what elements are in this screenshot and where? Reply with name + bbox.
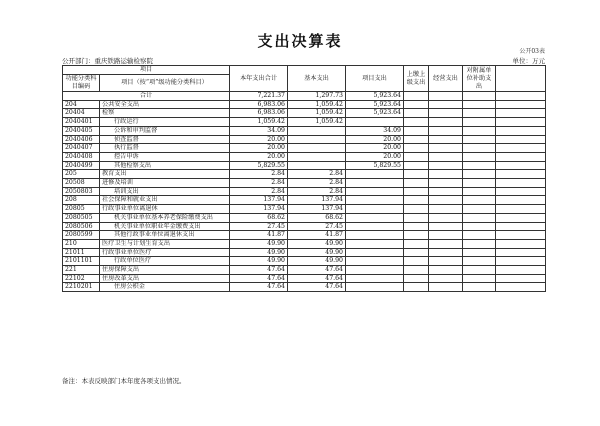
row-project	[346, 118, 404, 127]
row-code: 20805	[63, 205, 100, 214]
row-empty-cell	[463, 135, 496, 144]
row-empty-cell	[404, 187, 429, 196]
row-name: 侦查监督	[100, 135, 230, 144]
row-total: 41.87	[230, 231, 288, 240]
row-project	[346, 179, 404, 188]
row-empty-cell	[496, 283, 546, 292]
row-empty-cell	[496, 187, 546, 196]
row-code: 208	[63, 196, 100, 205]
row-name: 教育支出	[100, 170, 230, 179]
row-code: 2101101	[63, 257, 100, 266]
row-empty-cell	[496, 170, 546, 179]
row-empty-cell	[404, 239, 429, 248]
row-empty-cell	[429, 126, 463, 135]
header-name: 项目（按“项”级功能分类科目）	[100, 75, 230, 92]
header-blank	[496, 66, 546, 92]
row-name: 医疗卫生与计划生育支出	[100, 239, 230, 248]
row-empty-cell	[429, 152, 463, 161]
row-basic: 49.90	[288, 248, 346, 257]
row-name: 机关事业单位基本养老保险缴费支出	[100, 213, 230, 222]
table-row	[63, 152, 546, 161]
total-basic: 1,297.73	[288, 92, 346, 101]
row-name: 培训支出	[100, 187, 230, 196]
header-subsidy: 对附属单位补助支出	[463, 66, 496, 92]
row-empty-cell	[463, 257, 496, 266]
row-empty-cell	[496, 213, 546, 222]
document-title: 支出决算表	[257, 32, 343, 50]
row-code: 21011	[63, 248, 100, 257]
table-row	[63, 213, 546, 222]
table-row	[63, 170, 546, 179]
row-empty-cell	[429, 257, 463, 266]
header-code: 功能分类科目编码	[63, 75, 100, 92]
form-code: 公开03表	[519, 48, 545, 55]
row-empty-cell	[463, 179, 496, 188]
row-total: 1,059.42	[230, 118, 288, 127]
header-total: 本年支出合计	[230, 66, 288, 92]
table-row	[63, 144, 546, 153]
row-total: 68.62	[230, 213, 288, 222]
table-row	[63, 161, 546, 170]
row-empty-cell	[496, 222, 546, 231]
row-empty-cell	[496, 126, 546, 135]
row-basic	[288, 161, 346, 170]
row-empty-cell	[463, 196, 496, 205]
row-empty-cell	[404, 283, 429, 292]
row-empty-cell	[496, 196, 546, 205]
row-total: 47.64	[230, 283, 288, 292]
row-empty-cell	[463, 144, 496, 153]
row-project: 20.00	[346, 152, 404, 161]
row-basic: 2.84	[288, 187, 346, 196]
row-basic: 47.64	[288, 274, 346, 283]
row-empty-cell	[496, 205, 546, 214]
row-total: 20.00	[230, 152, 288, 161]
row-total: 49.90	[230, 239, 288, 248]
row-empty-cell	[429, 170, 463, 179]
header-operating: 经营支出	[429, 66, 463, 92]
row-basic: 49.90	[288, 239, 346, 248]
row-basic: 68.62	[288, 213, 346, 222]
row-total: 47.64	[230, 274, 288, 283]
row-name: 住房保障支出	[100, 266, 230, 275]
row-empty-cell	[404, 274, 429, 283]
header-upper: 上缴上级支出	[404, 66, 429, 92]
row-empty-cell	[404, 126, 429, 135]
row-empty-cell	[429, 109, 463, 118]
table-row	[63, 205, 546, 214]
row-project	[346, 257, 404, 266]
row-empty-cell	[463, 161, 496, 170]
row-code: 210	[63, 239, 100, 248]
row-empty-cell	[463, 239, 496, 248]
table-row	[63, 100, 546, 109]
row-total: 27.45	[230, 222, 288, 231]
row-empty-cell	[496, 266, 546, 275]
row-basic: 1,059.42	[288, 100, 346, 109]
row-empty-cell	[463, 248, 496, 257]
row-project	[346, 239, 404, 248]
row-basic: 137.94	[288, 196, 346, 205]
row-total: 137.94	[230, 196, 288, 205]
row-empty-cell	[463, 205, 496, 214]
total-project: 5,923.64	[346, 92, 404, 101]
row-empty-cell	[429, 248, 463, 257]
row-basic	[288, 152, 346, 161]
row-project: 20.00	[346, 144, 404, 153]
row-project	[346, 205, 404, 214]
row-name: 公共安全支出	[100, 100, 230, 109]
row-total: 20.00	[230, 144, 288, 153]
row-empty-cell	[404, 248, 429, 257]
row-name: 行政事业单位医疗	[100, 248, 230, 257]
row-name: 行政事业单位离退休	[100, 205, 230, 214]
row-basic: 2.84	[288, 179, 346, 188]
row-total: 6,983.06	[230, 100, 288, 109]
row-empty-cell	[429, 222, 463, 231]
header-project-exp: 项目支出	[346, 66, 404, 92]
row-empty-cell	[429, 187, 463, 196]
row-empty-cell	[463, 100, 496, 109]
row-basic: 47.64	[288, 266, 346, 275]
table-row	[63, 222, 546, 231]
row-code: 204	[63, 100, 100, 109]
row-name: 控告申诉	[100, 152, 230, 161]
row-empty-cell	[496, 152, 546, 161]
row-empty-cell	[429, 118, 463, 127]
row-total: 34.09	[230, 126, 288, 135]
row-name: 执行监督	[100, 144, 230, 153]
row-total: 20.00	[230, 135, 288, 144]
row-empty-cell	[463, 118, 496, 127]
table-row	[63, 126, 546, 135]
expenditure-table	[62, 65, 546, 292]
row-empty-cell	[404, 118, 429, 127]
row-name: 社会保障和就业支出	[100, 196, 230, 205]
row-project	[346, 283, 404, 292]
row-project	[346, 222, 404, 231]
row-code: 20404	[63, 109, 100, 118]
row-code: 2080506	[63, 222, 100, 231]
row-total: 2.84	[230, 170, 288, 179]
row-empty-cell	[404, 179, 429, 188]
row-empty-cell	[496, 239, 546, 248]
row-name: 检察	[100, 109, 230, 118]
table-row	[63, 231, 546, 240]
row-empty-cell	[463, 187, 496, 196]
table-row	[63, 187, 546, 196]
row-empty-cell	[463, 266, 496, 275]
table-row	[63, 196, 546, 205]
row-code: 221	[63, 266, 100, 275]
row-empty-cell	[429, 266, 463, 275]
row-empty-cell	[429, 161, 463, 170]
row-basic: 2.84	[288, 170, 346, 179]
table-row	[63, 257, 546, 266]
table-row	[63, 109, 546, 118]
row-empty-cell	[496, 248, 546, 257]
row-project	[346, 274, 404, 283]
row-basic: 27.45	[288, 222, 346, 231]
row-code: 2080505	[63, 213, 100, 222]
row-empty-cell	[429, 135, 463, 144]
row-empty-cell	[429, 144, 463, 153]
row-empty-cell	[404, 266, 429, 275]
row-empty-cell	[429, 274, 463, 283]
table-row	[63, 283, 546, 292]
row-code: 2040405	[63, 126, 100, 135]
row-basic: 137.94	[288, 205, 346, 214]
row-empty-cell	[496, 135, 546, 144]
row-project	[346, 231, 404, 240]
row-name: 公诉和审判监督	[100, 126, 230, 135]
header-project: 项目	[63, 66, 230, 75]
row-empty-cell	[404, 170, 429, 179]
row-total: 137.94	[230, 205, 288, 214]
row-project: 5,923.64	[346, 109, 404, 118]
row-empty-cell	[404, 109, 429, 118]
row-name: 机关事业单位职业年金缴费支出	[100, 222, 230, 231]
department-label: 公开部门：重庆铁路运输检察院	[62, 57, 153, 65]
row-empty-cell	[404, 196, 429, 205]
total-amount: 7,221.37	[230, 92, 288, 101]
row-project: 20.00	[346, 135, 404, 144]
row-empty-cell	[429, 213, 463, 222]
row-empty-cell	[496, 118, 546, 127]
row-empty-cell	[404, 100, 429, 109]
table-row	[63, 135, 546, 144]
table-row	[63, 118, 546, 127]
row-empty-cell	[463, 109, 496, 118]
row-empty-cell	[429, 239, 463, 248]
row-empty-cell	[496, 109, 546, 118]
table-row	[63, 248, 546, 257]
row-name: 住房公积金	[100, 283, 230, 292]
row-empty-cell	[429, 231, 463, 240]
row-code: 2040407	[63, 144, 100, 153]
row-code: 2040499	[63, 161, 100, 170]
row-total: 2.84	[230, 179, 288, 188]
table-row	[63, 266, 546, 275]
row-name: 行政单位医疗	[100, 257, 230, 266]
row-code: 2040408	[63, 152, 100, 161]
row-project: 34.09	[346, 126, 404, 135]
row-empty-cell	[496, 231, 546, 240]
row-empty-cell	[463, 222, 496, 231]
row-total: 5,829.55	[230, 161, 288, 170]
row-name: 进修及培训	[100, 179, 230, 188]
row-total: 2.84	[230, 187, 288, 196]
row-total: 49.90	[230, 257, 288, 266]
row-project	[346, 248, 404, 257]
table-note: 备注：本表反映部门本年度各项支出情况。	[62, 377, 186, 385]
row-empty-cell	[404, 257, 429, 266]
row-basic	[288, 144, 346, 153]
table-row	[63, 274, 546, 283]
row-empty-cell	[463, 152, 496, 161]
row-empty-cell	[404, 231, 429, 240]
row-empty-cell	[463, 213, 496, 222]
row-basic	[288, 135, 346, 144]
row-empty-cell	[404, 213, 429, 222]
row-empty-cell	[429, 100, 463, 109]
row-code: 20508	[63, 179, 100, 188]
row-project: 5,923.64	[346, 100, 404, 109]
row-empty-cell	[404, 144, 429, 153]
row-empty-cell	[496, 161, 546, 170]
row-empty-cell	[496, 179, 546, 188]
row-empty-cell	[404, 161, 429, 170]
row-empty-cell	[429, 205, 463, 214]
row-basic: 41.87	[288, 231, 346, 240]
table-row	[63, 239, 546, 248]
row-total: 49.90	[230, 248, 288, 257]
row-code: 2050803	[63, 187, 100, 196]
row-code: 22102	[63, 274, 100, 283]
row-total: 47.64	[230, 266, 288, 275]
row-empty-cell	[496, 144, 546, 153]
row-project: 5,829.55	[346, 161, 404, 170]
row-empty-cell	[429, 283, 463, 292]
row-code: 2210201	[63, 283, 100, 292]
row-basic: 1,059.42	[288, 109, 346, 118]
row-code: 2080599	[63, 231, 100, 240]
row-project	[346, 187, 404, 196]
row-code: 2040401	[63, 118, 100, 127]
total-row	[63, 92, 546, 101]
row-name: 行政运行	[100, 118, 230, 127]
row-empty-cell	[429, 179, 463, 188]
row-total: 6,983.06	[230, 109, 288, 118]
row-project	[346, 266, 404, 275]
row-empty-cell	[404, 135, 429, 144]
row-basic	[288, 126, 346, 135]
row-code: 205	[63, 170, 100, 179]
row-empty-cell	[463, 231, 496, 240]
row-basic: 49.90	[288, 257, 346, 266]
total-label: 合计	[63, 92, 230, 101]
row-project	[346, 170, 404, 179]
row-name: 住房改革支出	[100, 274, 230, 283]
row-empty-cell	[496, 257, 546, 266]
row-empty-cell	[463, 170, 496, 179]
row-empty-cell	[463, 126, 496, 135]
row-empty-cell	[404, 152, 429, 161]
row-project	[346, 213, 404, 222]
row-empty-cell	[496, 100, 546, 109]
row-project	[346, 196, 404, 205]
unit-label: 单位：万元	[512, 57, 545, 65]
row-name: 其他检察支出	[100, 161, 230, 170]
table-row	[63, 179, 546, 188]
row-empty-cell	[404, 205, 429, 214]
header-basic: 基本支出	[288, 66, 346, 92]
row-empty-cell	[463, 274, 496, 283]
row-basic: 1,059.42	[288, 118, 346, 127]
row-name: 其他行政事业单位离退休支出	[100, 231, 230, 240]
row-empty-cell	[404, 222, 429, 231]
row-basic: 47.64	[288, 283, 346, 292]
row-empty-cell	[429, 196, 463, 205]
row-empty-cell	[496, 274, 546, 283]
row-empty-cell	[463, 283, 496, 292]
row-code: 2040406	[63, 135, 100, 144]
